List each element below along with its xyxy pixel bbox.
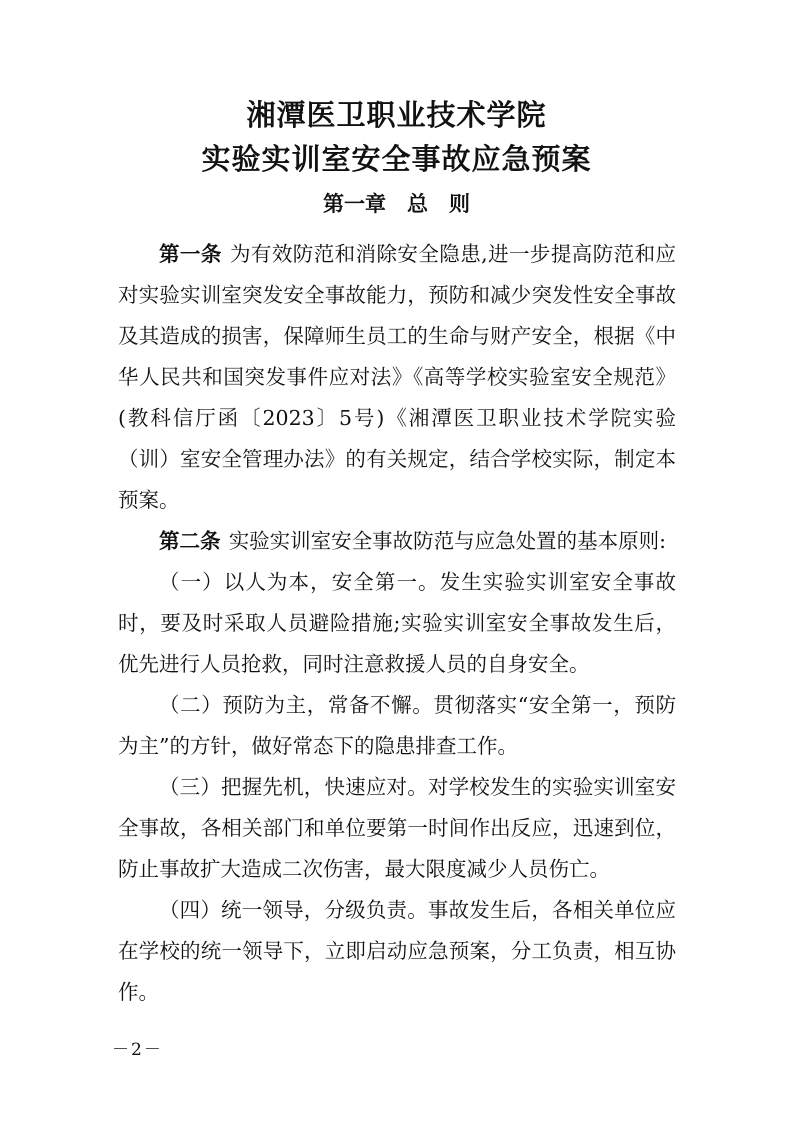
article-1-label: 第一条 <box>159 242 222 266</box>
page-number: －2－ <box>112 1040 163 1060</box>
article-1 <box>118 234 676 521</box>
document-body <box>118 234 676 1013</box>
principle-1: （一）以人为本，安全第一。发生实验实训室安全事故时，要及时采取人员避险措施;实验实训室安全事故发生后，优先进行人员抢救，同时注意救援人员的自身安全。 <box>118 570 676 676</box>
document-title-line-1: 湘潭医卫职业技术学院 <box>246 98 547 132</box>
article-1-text: 为有效防范和消除安全隐患,进一步提高防范和应对实验实训室突发安全事故能力，预防和减少突发性安全事故及其造成的损害，保障师生员工的生命与财产安全，根据《中华人民共和国突发事件应对法》《高等学校实验室安全规范》(教科信厅函〔2023〕5号)《湘潭医卫职业技术学院实验（训）室安全管理办法》的有关规定，结合学校实际，制定本预案。 <box>118 242 677 512</box>
article-2-label: 第二条 <box>159 529 221 553</box>
principle-2: （二）预防为主，常备不懈。贯彻落实“安全第一，预防为主”的方针，做好常态下的隐患排查工作。 <box>118 693 676 758</box>
principle-3: （三）把握先机，快速应对。对学校发生的实验实训室安全事故，各相关部门和单位要第一时间作出反应，迅速到位，防止事故扩大造成二次伤害，最大限度减少人员伤亡。 <box>118 775 676 881</box>
article-2 <box>118 521 676 562</box>
article-2-text: 实验实训室安全事故防范与应急处置的基本原则: <box>228 529 667 553</box>
document-title-line-2: 实验实训室安全事故应急预案 <box>201 142 592 176</box>
chapter-heading: 第一章 总 则 <box>323 192 470 216</box>
principle-4: （四）统一领导，分级负责。事故发生后，各相关单位应在学校的统一领导下，立即启动应急预案，分工负责，相互协作。 <box>118 898 676 1004</box>
